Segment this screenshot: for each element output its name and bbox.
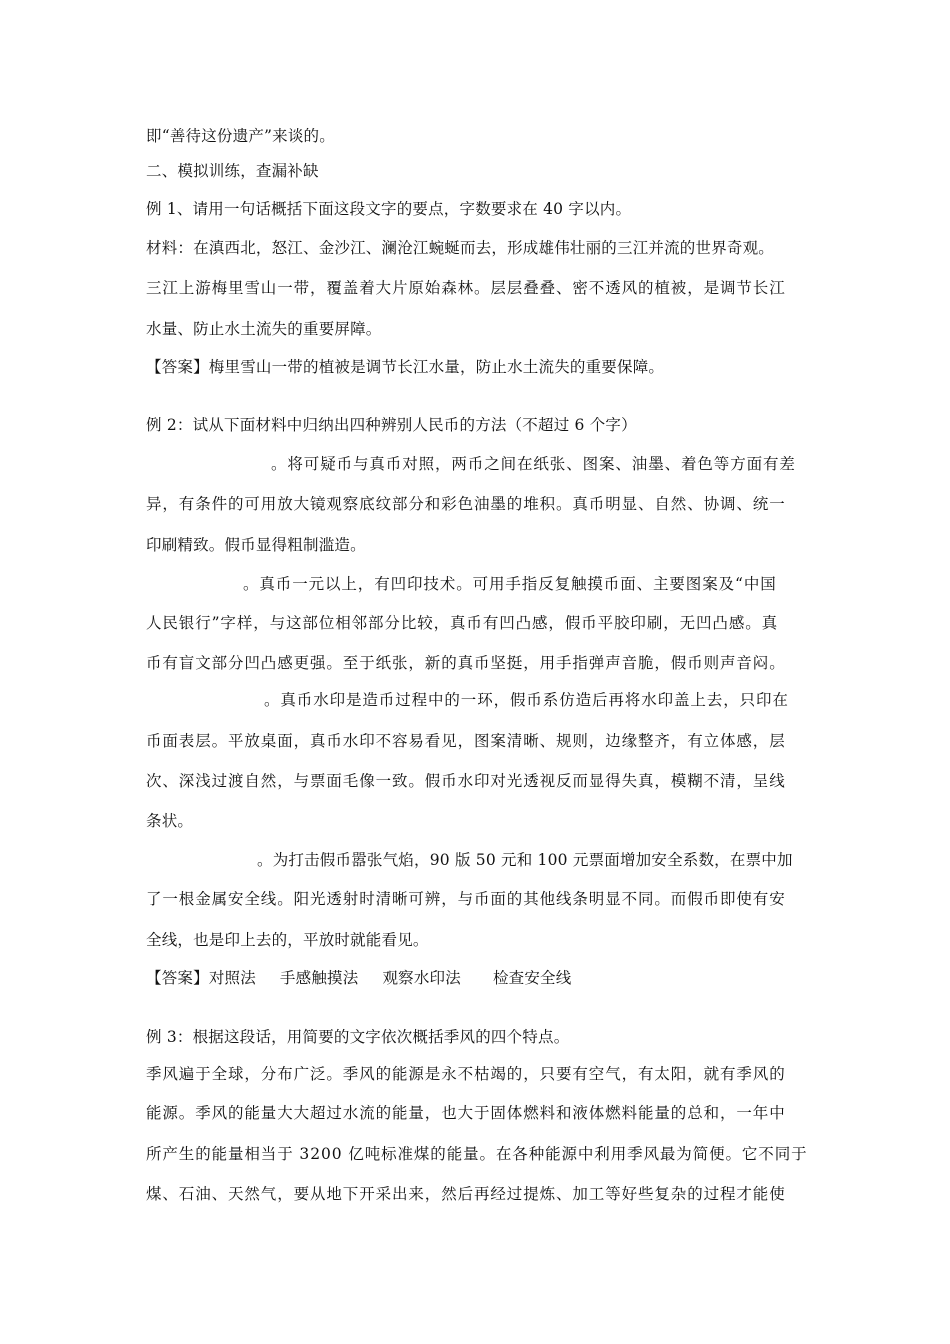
text-line: 了一根金属安全线。阳光透射时清晰可辨，与币面的其他线条明显不同。而假币即使有安 [146,890,786,908]
text-line: 。将可疑币与真币对照，两币之间在纸张、图案、油墨、着色等方面有差 [271,455,796,473]
text-line: 次、深浅过渡自然，与票面毛像一致。假币水印对光透视反而显得失真，模糊不清，呈线 [146,772,786,790]
text-line: 。真币一元以上，有凹印技术。可用手指反复触摸币面、主要图案及“中国 [243,575,777,593]
answer-line: 【答案】梅里雪山一带的植被是调节长江水量，防止水土流失的重要保障。 [146,358,665,376]
answer-line [146,966,571,988]
example-1-prompt: 例 1、请用一句话概括下面这段文字的要点，字数要求在 40 字以内。 [146,200,632,218]
text-line: 季风遍于全球，分布广泛。季风的能源是永不枯竭的，只要有空气，有太阳，就有季风的 [146,1065,786,1083]
answer-method-1: 对照法 [208,969,256,987]
example-3-prompt: 例 3：根据这段话，用简要的文字依次概括季风的四个特点。 [146,1028,570,1046]
text-line: 水量、防止水土流失的重要屏障。 [146,320,382,338]
text-line: 。为打击假币嚣张气焰，90 版 50 元和 100 元票面增加安全系数，在票中加 [257,851,793,869]
text-line: 全线，也是印上去的，平放时就能看见。 [146,931,429,949]
text-line: 印刷精致。假币显得粗制滥造。 [146,536,366,554]
example-2-prompt: 例 2：试从下面材料中归纳出四种辨别人民币的方法（不超过 6 个字） [146,416,637,434]
answer-method-4: 检查安全线 [492,969,572,987]
text-line: 煤、石油、天然气，要从地下开采出来，然后再经过提炼、加工等好些复杂的过程才能使 [146,1185,786,1203]
answer-method-3: 观察水印法 [382,969,461,987]
text-line: 币有盲文部分凹凸感更强。至于纸张，新的真币坚挺，用手指弹声音脆，假币则声音闷。 [146,654,786,672]
text-line: 条状。 [146,812,194,830]
text-line: 即“善待这份遗产”来谈的。 [146,127,335,145]
text-line: 。真币水印是造币过程中的一环，假币系仿造后再将水印盖上去，只印在 [264,691,789,709]
text-line: 币面表层。平放桌面，真币水印不容易看见，图案清晰、规则，边缘整齐，有立体感，层 [146,732,786,750]
answer-label: 【答案】 [146,969,209,987]
text-line: 异，有条件的可用放大镜观察底纹部分和彩色油墨的堆积。真币明显、自然、协调、统一 [146,495,786,513]
section-heading: 二、模拟训练，查漏补缺 [146,162,319,180]
text-line: 所产生的能量相当于 3200 亿吨标准煤的能量。在各种能源中利用季风最为简便。它不同于 [146,1145,808,1163]
text-line: 人民银行”字样，与这部位相邻部分比较，真币有凹凸感，假币平胶印刷，无凹凸感。真 [146,614,779,632]
text-line: 能源。季风的能量大大超过水流的能量，也大于固体燃料和液体燃料能量的总和，一年中 [146,1104,786,1122]
text-line: 三江上游梅里雪山一带，覆盖着大片原始森林。层层叠叠、密不透风的植被，是调节长江 [146,279,786,297]
answer-method-2: 手感触摸法 [279,969,359,987]
text-line: 材料：在滇西北，怒江、金沙江、澜沧江蜿蜒而去，形成雄伟壮丽的三江并流的世界奇观。 [146,239,775,257]
